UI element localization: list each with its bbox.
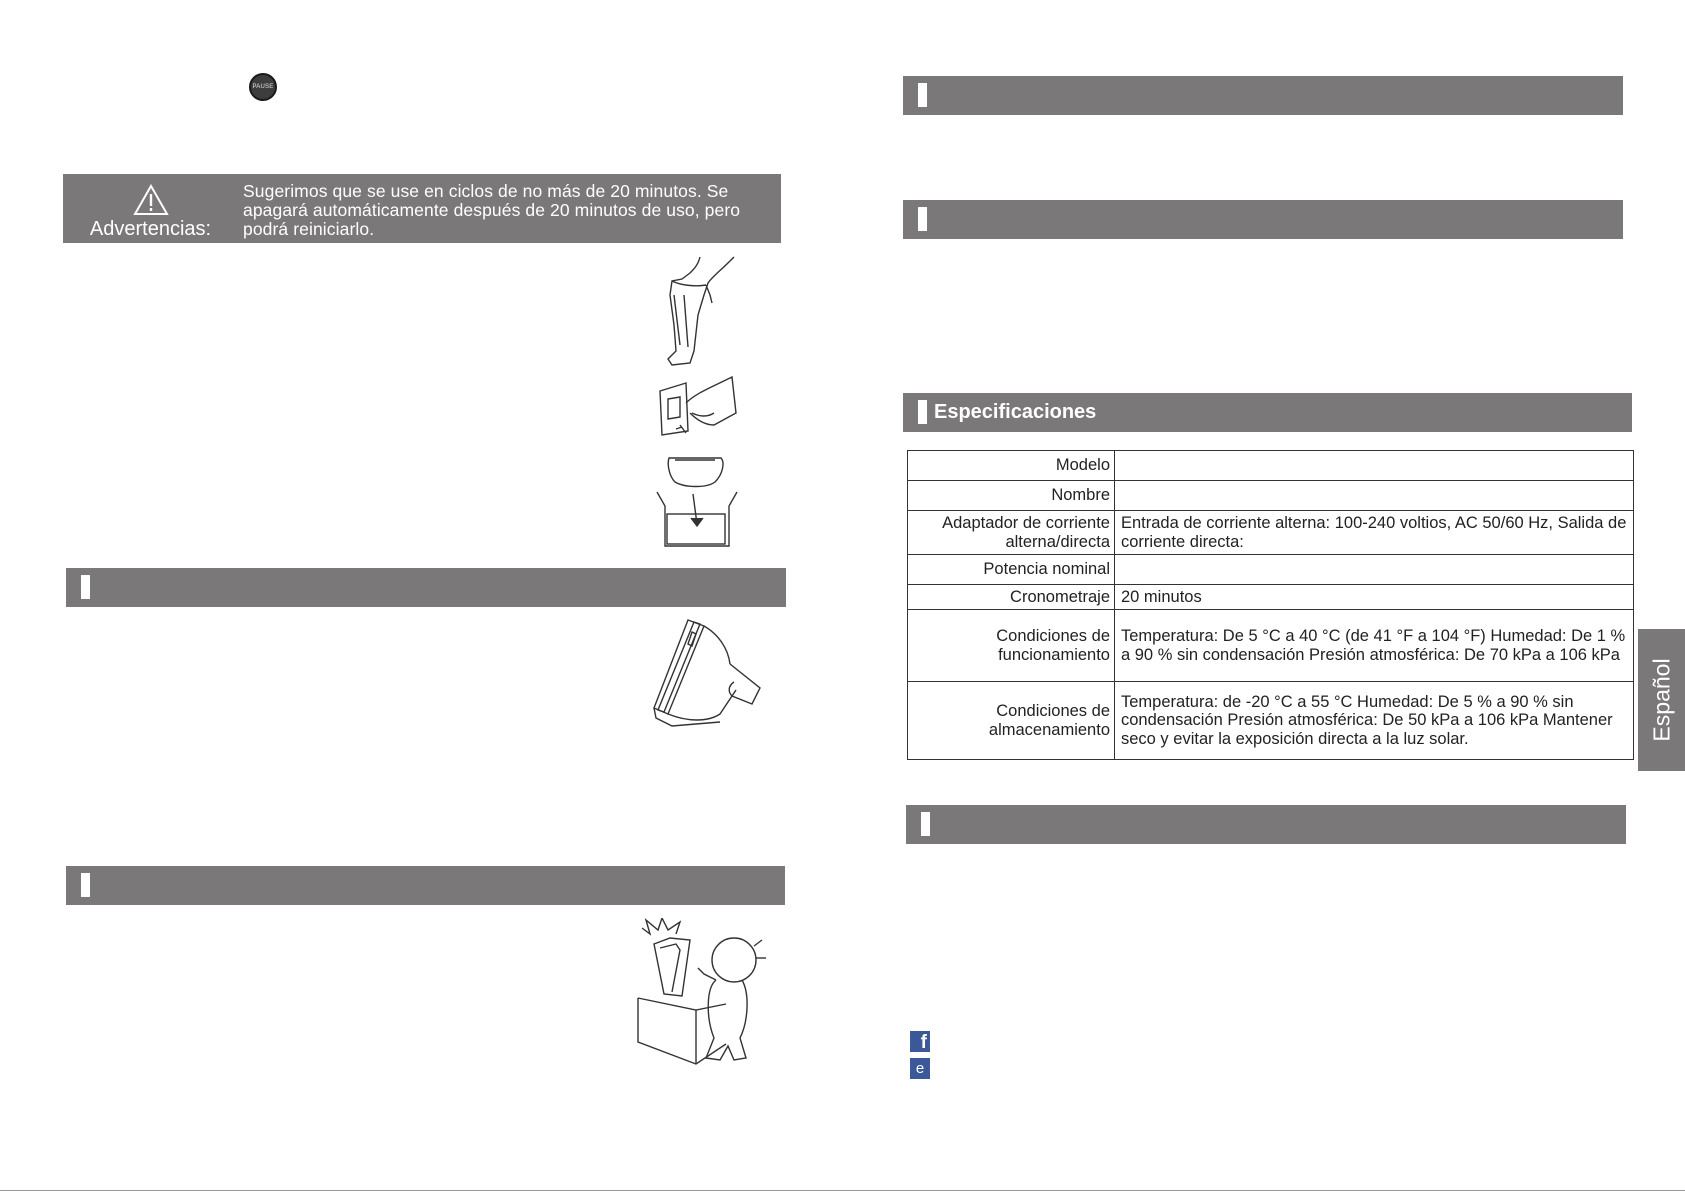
spec-key: Nombre (908, 481, 1115, 511)
store-in-box-illustration (655, 454, 739, 548)
spec-value (1115, 555, 1634, 585)
spec-value (1115, 481, 1634, 511)
website-icon[interactable]: e (910, 1058, 930, 1079)
spec-key: Condiciones de almacenamiento (908, 682, 1115, 760)
table-row (908, 585, 1634, 610)
spec-key: Condiciones de funcionamiento (908, 610, 1115, 682)
warning-label: Advertencias: (89, 218, 212, 240)
section-header-bar (903, 200, 1623, 239)
cleaning-device-illustration (648, 618, 768, 730)
spec-value: Entrada de corriente alterna: 100-240 voltios, AC 50/60 Hz, Salida de corriente directa: (1115, 511, 1634, 555)
facebook-icon[interactable]: f (910, 1031, 930, 1052)
section-header-bar (906, 805, 1626, 844)
section-header-bar (66, 568, 786, 607)
pause-button-icon: PAUSE (249, 73, 277, 101)
warning-triangle-icon (133, 184, 169, 216)
language-tab-label: Español (1648, 658, 1674, 742)
warning-banner (63, 174, 781, 243)
page-bottom-divider (0, 1190, 1685, 1191)
spec-value: Temperatura: de -20 °C a 55 °C Humedad: De 5 % a 90 % sin condensación Presión atmosférica: De 50 kPa a 106 kPa Mantener seco y evitar la exposición directa a la luz solar. (1115, 682, 1634, 760)
table-row (908, 451, 1634, 481)
table-row (908, 610, 1634, 682)
spec-value: Temperatura: De 5 °C a 40 °C (de 41 °F a 104 °F) Humedad: De 1 % a 90 % sin condensación Presión atmosférica: De 70 kPa a 106 kPa (1115, 610, 1634, 682)
table-row (908, 481, 1634, 511)
table-row (908, 511, 1634, 555)
language-tab (1638, 629, 1685, 771)
table-row (908, 555, 1634, 585)
keep-away-children-illustration (636, 918, 772, 1078)
specifications-table (907, 450, 1634, 760)
table-row (908, 682, 1634, 760)
plug-insert-illustration (656, 373, 740, 441)
spec-value: 20 minutos (1115, 585, 1634, 610)
warning-text: Sugerimos que se use en ciclos de no más de 20 minutos. Se apagará automáticamente después de 20 minutos de uso, pero podrá reiniciarlo. (243, 181, 741, 239)
spec-value (1115, 451, 1634, 481)
leg-wrap-illustration (660, 255, 740, 370)
spec-key: Potencia nominal (908, 555, 1115, 585)
spec-key: Cronometraje (908, 585, 1115, 610)
spec-key: Adaptador de corriente alterna/directa (908, 511, 1115, 555)
section-header-bar (903, 76, 1623, 115)
spec-key: Modelo (908, 451, 1115, 481)
specifications-title: Especificaciones (934, 401, 1097, 423)
section-header-bar (66, 866, 785, 905)
